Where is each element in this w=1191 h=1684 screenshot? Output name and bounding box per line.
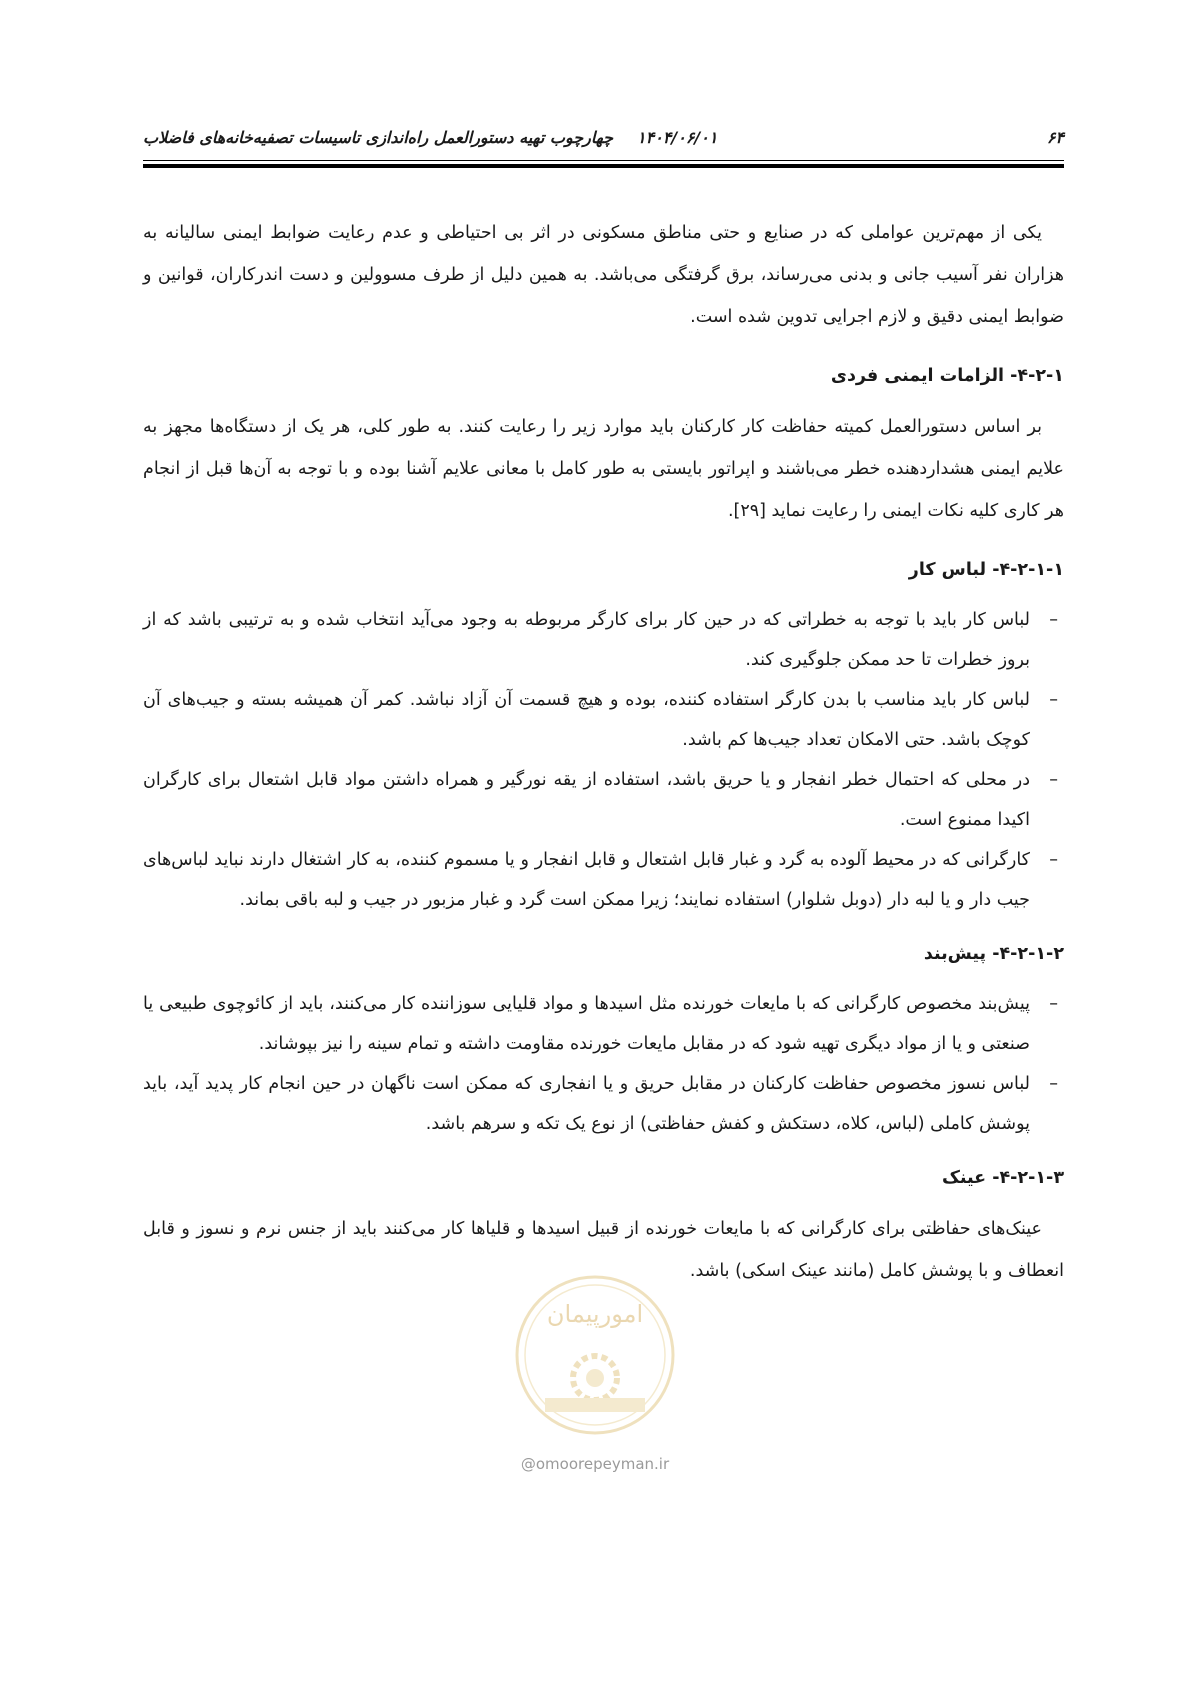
dash-bullet-icon: – (1049, 690, 1058, 710)
header-title-group (143, 128, 717, 147)
list-item-text: لباس کار باید مناسب با بدن کارگر استفاده کننده، بوده و هیچ قسمت آن آزاد نباشد. کمر آن همیشه بسته و جیب‌های آن کوچک باشد. حتی الامکان تعداد جیب‌ها کم باشد. (143, 690, 1030, 750)
apron-list (143, 984, 1064, 1144)
header-rule-thick (143, 164, 1064, 168)
list-item-text: پیش‌بند مخصوص کارگرانی که با مایعات خورنده مثل اسیدها و مواد قلیایی سوزاننده کار می‌کنند، باید از کائوچوی طبیعی یا صنعتی و یا از مواد دیگری تهیه شود که در مقابل مایعات خورنده مقاومت داشته و تمام سینه را نیز بپوشاند. (143, 994, 1030, 1054)
list-item (143, 760, 1064, 840)
goggles-paragraph: عینک‌های حفاظتی برای کارگرانی که با مایعات خورنده از قبیل اسیدها و قلیاها کار می‌کنند باید از جنس نرم و نسوز و قابل انعطاف و با پوشش کامل (مانند عینک اسکی) باشد. (143, 1219, 1064, 1281)
list-item (143, 840, 1064, 920)
dash-bullet-icon: – (1049, 994, 1058, 1014)
dash-bullet-icon: – (1049, 1074, 1058, 1094)
header-rule-thin (143, 160, 1064, 161)
list-item (143, 984, 1064, 1064)
header-title: چهارچوب تهیه دستورالعمل راه‌اندازی تاسیسات تصفیه‌خانه‌های فاضلاب (143, 128, 613, 147)
section-paragraph: بر اساس دستورالعمل کمیته حفاظت کار کارکنان باید موارد زیر را رعایت کنند. به طور کلی، هر یک از دستگاه‌ها مجهز به علایم ایمنی هشداردهنده خطر می‌باشند و اپراتور بایستی به طور کامل با معانی علایم آشنا بوده و با توجه به آن‌ها قبل از انجام هر کاری کلیه نکات ایمنی را رعایت نماید [۲۹]. (143, 417, 1064, 521)
dash-bullet-icon: – (1049, 610, 1058, 630)
list-item-text: در محلی که احتمال خطر انفجار و یا حریق باشد، استفاده از یقه نورگیر و همراه داشتن مواد قابل اشتعال برای کارگران اکیدا ممنوع است. (143, 770, 1030, 830)
page-number: ۶۴ (1046, 128, 1064, 147)
subsection-heading-goggles: ۴-۲-۱-۳- عینک (941, 1168, 1064, 1188)
body-content (143, 212, 1064, 1314)
subsection-heading-work-clothes: ۴-۲-۱-۱- لباس کار (908, 560, 1064, 580)
work-clothes-list (143, 600, 1064, 920)
running-header (143, 128, 1064, 147)
list-item-text: کارگرانی که در محیط آلوده به گرد و غبار قابل اشتعال و قابل انفجار و یا مسموم کننده، به کار اشتغال دارند نباید لباس‌های جیب دار و یا لبه دار (دوبل شلوار) استفاده نمایند؛ زیرا ممکن است گرد و غبار مزبور در جیب و لبه باقی بماند. (143, 850, 1030, 910)
list-item (143, 680, 1064, 760)
watermark-logo-text: امورپیمان (546, 1300, 644, 1328)
list-item-text: لباس کار باید با توجه به خطراتی که در حین کار برای کارگر مربوطه به وجود می‌آید انتخاب شده و به ترتیبی باشد که از بروز خطرات تا حد ممکن جلوگیری کند. (143, 610, 1030, 670)
dash-bullet-icon: – (1049, 850, 1058, 870)
watermark-url: @omoorepeyman.ir (520, 1455, 670, 1473)
intro-paragraph: یکی از مهم‌ترین عواملی که در صنایع و حتی مناطق مسکونی در اثر بی احتیاطی و عدم رعایت ضوابط ایمنی سالیانه به هزاران نفر آسیب جانی و بدنی می‌رساند، برق گرفتگی می‌باشد. به همین دلیل از طرف مسوولین و دست اندرکاران، قوانین و ضوابط ایمنی دقیق و لازم اجرایی تدوین شده است. (143, 223, 1064, 327)
list-item (143, 1064, 1064, 1144)
list-item (143, 600, 1064, 680)
list-item-text: لباس نسوز مخصوص حفاظت کارکنان در مقابل حریق و یا انفجاری که ممکن است ناگهان در حین انجام کار پدید آید، باید پوشش کاملی (لباس، کلاه، دستکش و کفش حفاظتی) از نوع یک تکه و سرهم باشد. (143, 1074, 1030, 1134)
header-date: ۱۴۰۴/۰۶/۰۱ (637, 128, 718, 147)
section-heading-personal-safety: ۴-۲-۱- الزامات ایمنی فردی (830, 366, 1064, 386)
subsection-heading-apron: ۴-۲-۱-۲- پیش‌بند (923, 944, 1064, 964)
dash-bullet-icon: – (1049, 770, 1058, 790)
